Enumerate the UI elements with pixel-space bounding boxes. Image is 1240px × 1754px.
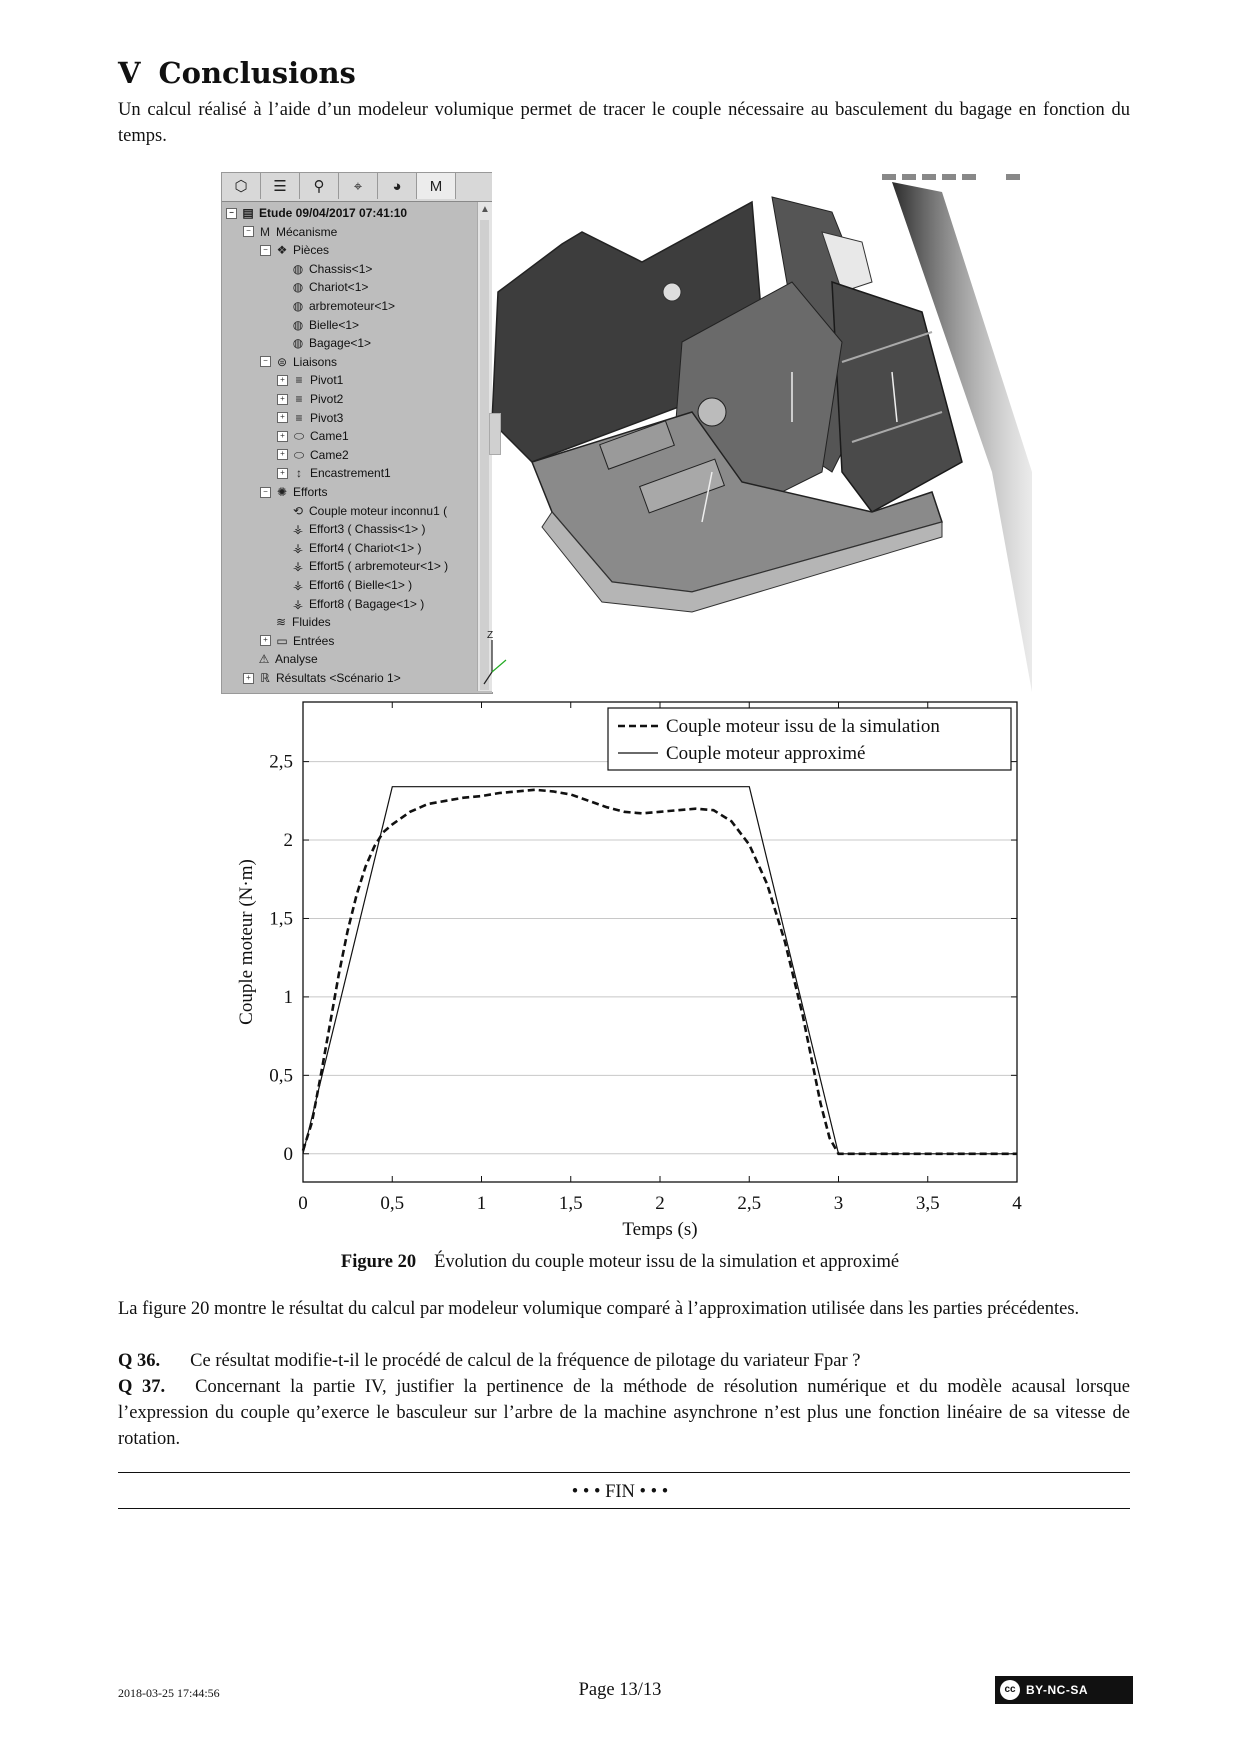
q36-label: Q 36.	[118, 1351, 161, 1371]
tree-item-label: Came1	[310, 429, 349, 444]
chart-svg	[200, 692, 1040, 1252]
tree-item[interactable]	[243, 650, 318, 668]
legend-label-approx: Couple moteur approximé	[666, 743, 866, 764]
part-icon: ◍	[292, 317, 304, 332]
force-icon: ⚶	[292, 540, 304, 555]
tree-icon[interactable]: ⚲	[300, 173, 339, 199]
para-figure-note: La figure 20 montre le résultat du calcul par modeleur volumique comparé à l’approximation utilisée dans les parties précédentes.	[118, 1299, 1080, 1319]
chart-grid	[303, 762, 1017, 1154]
panel-splitter[interactable]	[489, 413, 501, 455]
torque-chart	[200, 692, 1040, 1252]
fluid-icon: ≋	[275, 615, 287, 630]
tree-item-label: arbremoteur<1>	[309, 299, 396, 313]
tree-item-label: Pivot1	[310, 373, 344, 388]
tree-item-label: Fluides	[292, 615, 331, 630]
tree-item[interactable]	[260, 632, 334, 650]
collapse-icon[interactable]: −	[260, 356, 271, 367]
part-icon: ◍	[292, 261, 304, 276]
scroll-thumb[interactable]	[480, 220, 489, 690]
cc-icon: cc	[1000, 1680, 1020, 1700]
x-axis-label: Temps (s)	[622, 1219, 698, 1240]
tree-item[interactable]	[243, 669, 401, 687]
results-icon: ℝ	[260, 671, 270, 685]
tree-item[interactable]	[277, 316, 359, 334]
question-36	[118, 1348, 1130, 1374]
view-toolbar	[882, 174, 1020, 180]
m-icon: M	[260, 224, 270, 239]
tree-item-label: Encastrement1	[310, 466, 391, 481]
tree-item[interactable]	[277, 427, 349, 445]
tree-item[interactable]	[277, 502, 447, 520]
y-tick-label: 0	[283, 1143, 293, 1165]
list-icon[interactable]: ☰	[261, 173, 300, 199]
tree-item[interactable]	[277, 371, 343, 389]
tree-item[interactable]	[277, 576, 412, 594]
tree-item[interactable]	[260, 483, 327, 501]
tree-item-label: Effort6 ( Bielle<1> )	[309, 578, 413, 592]
chart-ticks	[269, 702, 1022, 1214]
pivot-icon: ≡	[295, 392, 303, 406]
tree-item-label: Couple moteur inconnu1 (	[309, 503, 448, 518]
x-tick-label: 3,5	[915, 1193, 940, 1214]
expand-icon[interactable]: +	[277, 375, 288, 386]
x-tick-label: 2,5	[737, 1193, 762, 1214]
x-tick-label: 4	[1012, 1193, 1022, 1214]
expand-icon[interactable]: +	[277, 431, 288, 442]
q37-label: Q 37.	[118, 1377, 166, 1397]
legend-label-simulation: Couple moteur issu de la simulation	[666, 716, 940, 737]
footer-date: 2018-03-25 17:44:56	[118, 1686, 220, 1700]
tree-item[interactable]	[260, 353, 337, 371]
tree-item-label: Mécanisme	[276, 224, 338, 239]
axis-z-label: Z	[487, 630, 494, 641]
plot-frame	[303, 702, 1017, 1182]
expand-icon[interactable]: +	[243, 673, 254, 684]
tree-item[interactable]	[277, 297, 395, 315]
force-icon: ⚶	[292, 596, 304, 611]
x-tick-label: 3	[833, 1193, 844, 1214]
tree-item[interactable]	[243, 223, 337, 241]
tree-item-label: Efforts	[293, 485, 328, 499]
cad-viewport[interactable]	[487, 172, 1032, 692]
y-tick-label: 0,5	[269, 1065, 293, 1087]
question-37	[118, 1374, 1130, 1452]
y-tick-label: 1,5	[269, 908, 293, 930]
x-tick-label: 0,5	[380, 1193, 405, 1214]
joints-icon: ⊜	[276, 354, 288, 369]
force-icon: ⚶	[292, 522, 304, 537]
q37-text: Concernant la partie IV, justifier la pertinence de la méthode de résolution numérique et du modèle acausal lorsque l’expression du couple qu’exerce le basculeur sur l’arbre de la machine asynchrone n’est plus une fonction linéaire de sa vitesse de rotation.	[118, 1377, 1130, 1449]
tree-item[interactable]	[277, 409, 343, 427]
y-tick-label: 2,5	[269, 751, 293, 773]
tree-item-label: Effort8 ( Bagage<1> )	[309, 596, 425, 611]
intro-paragraph: Un calcul réalisé à l’aide d’un modeleur volumique permet de tracer le couple nécessaire au basculement du bagage en fonction du temps.	[118, 100, 1130, 146]
cc-license-text: BY-NC-SA	[1026, 1683, 1089, 1697]
fixed-icon: ↕	[296, 466, 302, 481]
expand-icon[interactable]: +	[277, 394, 288, 405]
tree-item[interactable]	[277, 278, 368, 296]
tree-item-label: Came2	[310, 447, 349, 462]
tree-item-label: Effort4 ( Chariot<1> )	[309, 540, 422, 555]
tree-item[interactable]	[277, 390, 343, 408]
fin-marker: • • • FIN • • •	[571, 1482, 669, 1502]
chart-legend	[608, 708, 1011, 770]
series-simulation-line	[303, 790, 1017, 1154]
tree-item-label: Bielle<1>	[309, 317, 360, 332]
part-icon: ◍	[292, 336, 304, 351]
tree-item-label: Effort3 ( Chassis<1> )	[309, 522, 426, 537]
y-axis-label: Couple moteur (N·m)	[236, 859, 257, 1025]
tree-item[interactable]	[277, 557, 448, 575]
section-number: V	[118, 56, 141, 90]
tree-item-label: Pivot2	[310, 392, 344, 406]
bolt	[663, 283, 681, 301]
section-title: Conclusions	[158, 56, 356, 90]
force-icon: ⚶	[292, 578, 304, 592]
tree-item[interactable]	[277, 446, 349, 464]
tree-item[interactable]	[226, 204, 407, 222]
tree-item[interactable]	[277, 520, 426, 538]
forces-icon: ✺	[276, 485, 288, 499]
part-icon: ◍	[292, 280, 304, 295]
tree-item-label: Résultats <Scénario 1>	[276, 671, 401, 685]
tree-item[interactable]	[260, 241, 329, 259]
force-icon: ⚶	[292, 559, 304, 574]
cc-license-badge	[995, 1676, 1133, 1704]
cam-icon: ⬭	[293, 429, 305, 444]
figure-label: Figure 20	[340, 1252, 417, 1272]
tree-item-label: Chassis<1>	[309, 261, 373, 276]
figure-caption	[0, 1252, 1240, 1273]
tree-item-label: Etude 09/04/2017 07:41:10	[259, 206, 408, 220]
tree-item[interactable]	[277, 539, 422, 557]
collapse-icon[interactable]: −	[260, 245, 271, 256]
tree-item[interactable]	[277, 334, 371, 352]
footer-page-number: Page 13/13	[578, 1680, 662, 1700]
part-icon: ◍	[292, 299, 304, 313]
cube-icon[interactable]: ⬡	[222, 173, 261, 199]
expand-icon[interactable]: +	[277, 468, 288, 479]
pie-icon[interactable]: ◕	[378, 173, 417, 199]
expand-icon[interactable]: +	[277, 449, 288, 460]
top-rule	[118, 1472, 1130, 1473]
chart-series	[303, 787, 1017, 1154]
x-tick-label: 2	[655, 1193, 665, 1214]
collapse-icon[interactable]: −	[260, 487, 271, 498]
tree-item-label: Pièces	[293, 243, 330, 258]
cad-model-drawing	[487, 172, 1032, 692]
q36-text: Ce résultat modifie-t-il le procédé de calcul de la fréquence de pilotage du variateur Fpar ?	[190, 1351, 861, 1371]
expand-icon[interactable]: +	[277, 412, 288, 423]
section-heading	[118, 56, 356, 90]
x-tick-label: 0	[298, 1193, 308, 1214]
tree-item-label: Entrées	[293, 633, 335, 648]
scroll-up-icon[interactable]: ▲	[480, 204, 490, 215]
collapse-icon[interactable]: −	[243, 226, 254, 237]
tree-item[interactable]	[277, 260, 372, 278]
input-icon: ▭	[276, 633, 288, 648]
tree-item-label: Analyse	[275, 652, 318, 667]
y-tick-label: 2	[283, 830, 293, 852]
tree-item-label: Pivot3	[310, 410, 344, 425]
cam-icon: ⬭	[293, 447, 305, 462]
document-icon: ▤	[242, 206, 254, 220]
tree-item-label: Chariot<1>	[309, 280, 369, 295]
figure-caption-text: Évolution du couple moteur issu de la simulation et approximé	[434, 1252, 900, 1272]
tree-item-label: Effort5 ( arbremoteur<1> )	[309, 559, 449, 574]
tree-item[interactable]	[260, 613, 331, 631]
tree-tabs	[222, 173, 492, 202]
series-approx-line	[303, 787, 1017, 1154]
tree-item-label: Liaisons	[293, 354, 338, 369]
parts-icon: ❖	[276, 243, 288, 258]
target-icon[interactable]: ⌖	[339, 173, 378, 199]
pivot-icon: ≡	[295, 410, 303, 425]
m-icon[interactable]: M	[417, 173, 456, 199]
expand-icon[interactable]: +	[260, 635, 271, 646]
pivot-icon: ≡	[295, 373, 303, 388]
tree-item[interactable]	[277, 464, 391, 482]
torque-icon: ⟲	[292, 503, 304, 518]
tree-item[interactable]	[277, 595, 424, 613]
collapse-icon[interactable]: −	[226, 208, 237, 219]
bottom-rule	[118, 1508, 1130, 1509]
x-tick-label: 1,5	[558, 1193, 583, 1214]
y-tick-label: 1	[283, 986, 293, 1008]
pulley	[698, 398, 726, 426]
tree-item-label: Bagage<1>	[309, 336, 372, 351]
analysis-icon: ⚠	[258, 652, 270, 667]
x-tick-label: 1	[476, 1193, 487, 1214]
model-tree-panel	[221, 172, 493, 694]
